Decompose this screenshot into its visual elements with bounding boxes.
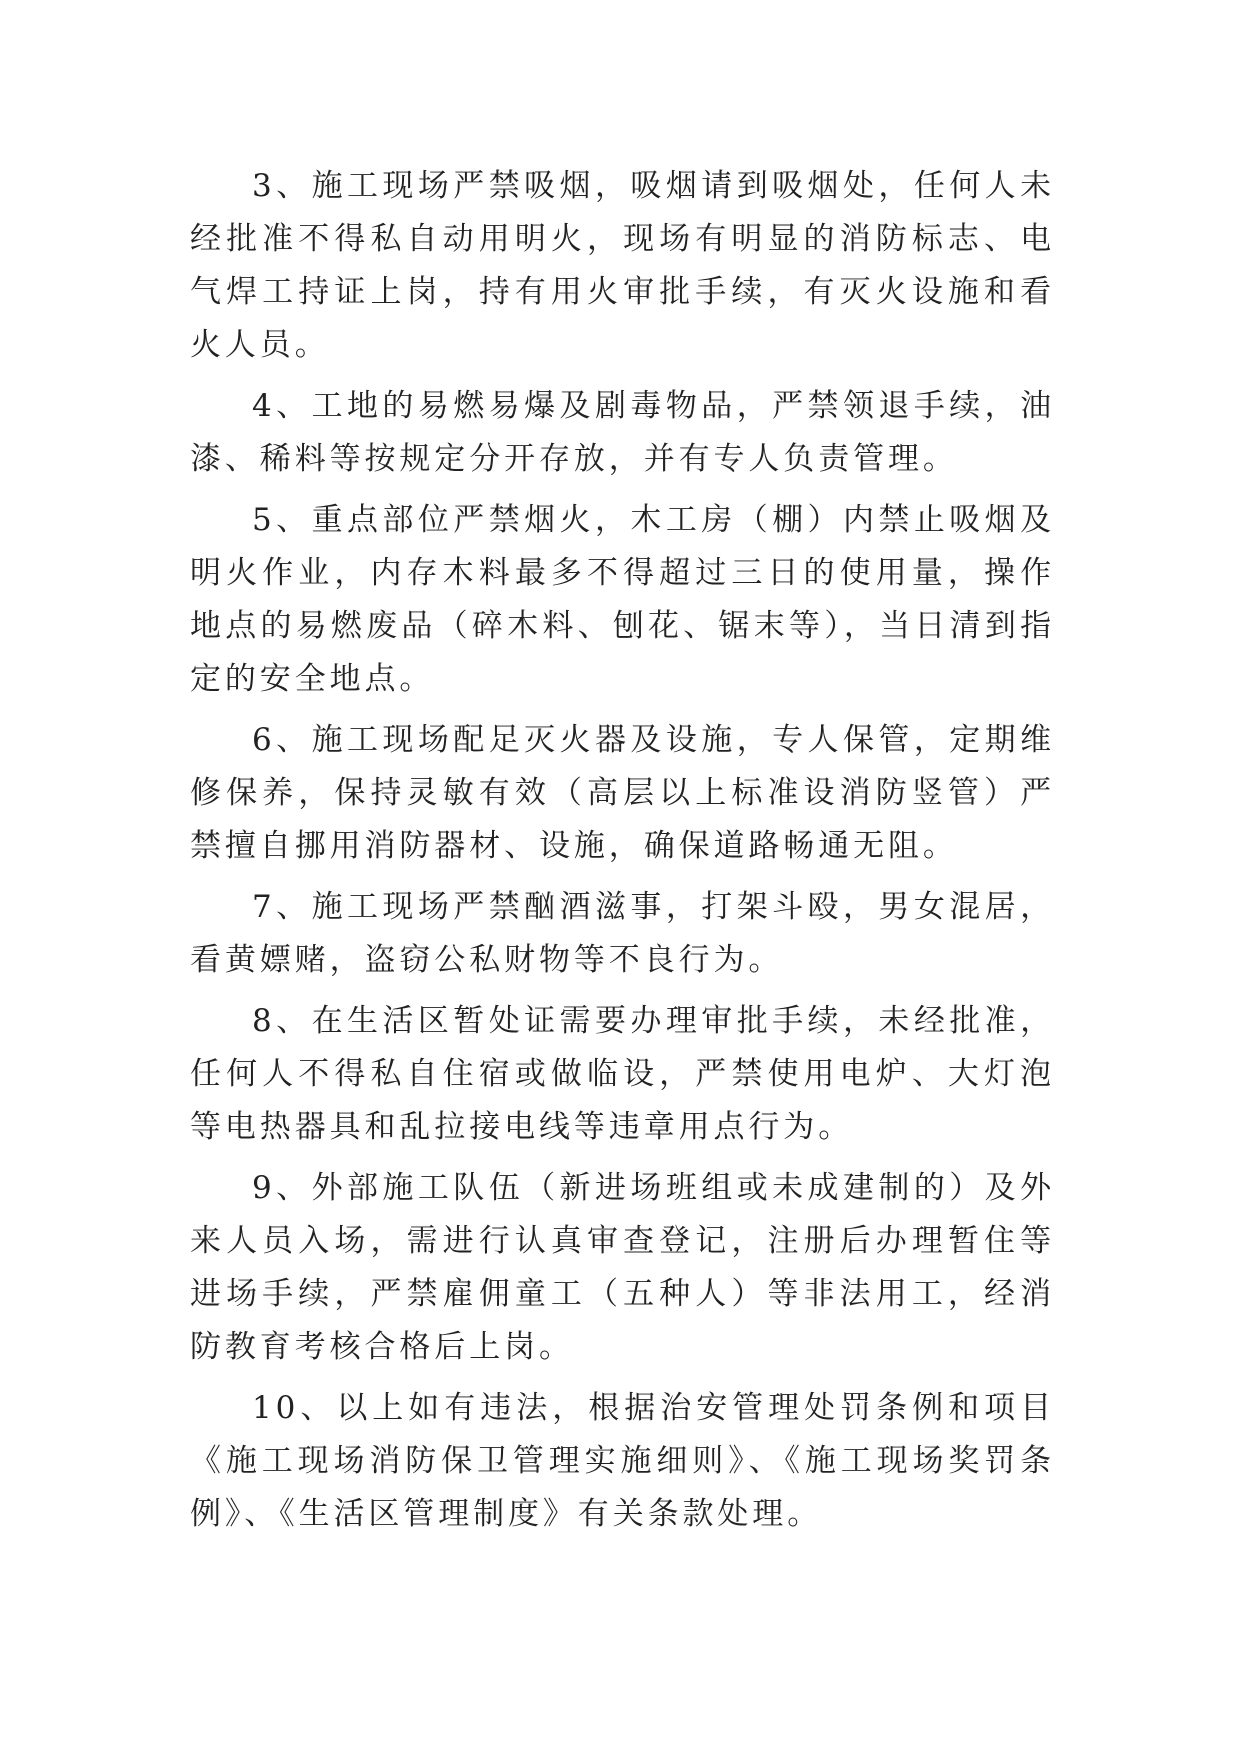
paragraph-item-6: 6、施工现场配足灭火器及设施，专人保管，定期维修保养，保持灵敏有效（高层以上标准设消防竖管）严禁擅自挪用消防器材、设施，确保道路畅通无阻。: [190, 722, 1055, 864]
paragraph-item-3: 3、施工现场严禁吸烟，吸烟请到吸烟处，任何人未经批准不得私自动用明火，现场有明显的消防标志、电气焊工持证上岗，持有用火审批手续，有灭火设施和看火人员。: [190, 168, 1055, 363]
paragraph-item-7: 7、施工现场严禁酗酒滋事，打架斗殴，男女混居，看黄嫖赌，盗窃公私财物等不良行为。: [190, 889, 1055, 978]
document-body: [190, 160, 1055, 1549]
paragraph-item-4: 4、工地的易燃易爆及剧毒物品，严禁领退手续，油漆、稀料等按规定分开存放，并有专人负责管理。: [190, 388, 1055, 477]
paragraph-item-10: 10、以上如有违法，根据治安管理处罚条例和项目《施工现场消防保卫管理实施细则》、《施工现场奖罚条例》、《生活区管理制度》有关条款处理。: [190, 1390, 1055, 1532]
paragraph-item-9: 9、外部施工队伍（新进场班组或未成建制的）及外来人员入场，需进行认真审查登记，注册后办理暂住等进场手续，严禁雇佣童工（五种人）等非法用工，经消防教育考核合格后上岗。: [190, 1170, 1055, 1365]
paragraph-item-8: 8、在生活区暂处证需要办理审批手续，未经批准，任何人不得私自住宿或做临设，严禁使用电炉、大灯泡等电热器具和乱拉接电线等违章用点行为。: [190, 1003, 1055, 1145]
paragraph-item-5: 5、重点部位严禁烟火，木工房（棚）内禁止吸烟及明火作业，内存木料最多不得超过三日的使用量，操作地点的易燃废品（碎木料、刨花、锯末等），当日清到指定的安全地点。: [190, 502, 1055, 697]
